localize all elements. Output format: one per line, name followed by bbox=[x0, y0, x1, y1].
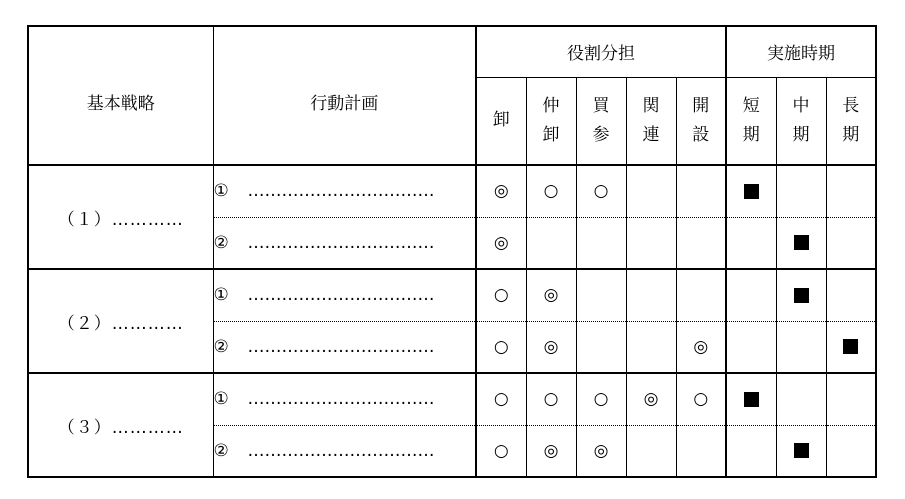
role-cell-role-oroshi: ◎ bbox=[476, 217, 526, 269]
header-role-baisan bbox=[576, 77, 626, 165]
role-cell-role-baisan: ◎ bbox=[576, 425, 626, 477]
role-cell-role-nakaoroshi bbox=[526, 217, 576, 269]
header-role-kaisetsu-char: 開 bbox=[692, 95, 710, 116]
action-number: ① bbox=[213, 389, 229, 410]
strategy-label: （２）………… bbox=[28, 269, 213, 373]
action-number: ② bbox=[213, 440, 229, 461]
filled-square-mark bbox=[794, 288, 809, 303]
action-item bbox=[213, 373, 476, 425]
action-text: …………………………… bbox=[247, 285, 435, 306]
header-long-term-char: 期 bbox=[842, 124, 860, 145]
role-cell-role-kaisetsu bbox=[676, 269, 726, 321]
role-cell-role-oroshi: ○ bbox=[476, 269, 526, 321]
role-cell-role-baisan bbox=[576, 217, 626, 269]
role-cell-role-kanren: ◎ bbox=[626, 373, 676, 425]
role-cell-role-nakaoroshi: ○ bbox=[526, 165, 576, 217]
role-cell-role-kaisetsu: ◎ bbox=[676, 321, 726, 373]
filled-square-mark bbox=[794, 235, 809, 250]
action-text: …………………………… bbox=[247, 440, 435, 461]
header-mid-term bbox=[776, 77, 826, 165]
filled-square-mark bbox=[794, 443, 809, 458]
action-item bbox=[213, 165, 476, 217]
header-short-term-char: 期 bbox=[742, 124, 760, 145]
role-cell-role-baisan bbox=[576, 269, 626, 321]
header-long-term bbox=[826, 77, 876, 165]
timing-cell-mid-term bbox=[776, 217, 826, 269]
timing-cell-mid-term bbox=[776, 373, 826, 425]
timing-cell-short-term bbox=[726, 165, 776, 217]
role-cell-role-oroshi: ○ bbox=[476, 425, 526, 477]
role-cell-role-baisan: ○ bbox=[576, 165, 626, 217]
role-cell-role-kanren bbox=[626, 165, 676, 217]
header-mid-term-char: 中 bbox=[792, 95, 810, 116]
header-role-kanren bbox=[626, 77, 676, 165]
action-text: …………………………… bbox=[247, 181, 435, 202]
table-row bbox=[28, 269, 876, 321]
timing-cell-long-term bbox=[826, 165, 876, 217]
filled-square-mark bbox=[744, 184, 759, 199]
timing-cell-short-term bbox=[726, 217, 776, 269]
role-cell-role-kanren bbox=[626, 321, 676, 373]
timing-cell-mid-term bbox=[776, 269, 826, 321]
role-cell-role-kaisetsu bbox=[676, 165, 726, 217]
timing-cell-short-term bbox=[726, 373, 776, 425]
role-cell-role-kaisetsu: ○ bbox=[676, 373, 726, 425]
header-action-plan: 行動計画 bbox=[213, 26, 476, 165]
header-role-oroshi bbox=[476, 77, 526, 165]
timing-cell-long-term bbox=[826, 217, 876, 269]
filled-square-mark bbox=[843, 339, 858, 354]
table-row bbox=[28, 373, 876, 425]
timing-cell-mid-term bbox=[776, 321, 826, 373]
header-role-nakaoroshi-char: 仲 bbox=[542, 95, 560, 116]
filled-square-mark bbox=[744, 392, 759, 407]
header-short-term bbox=[726, 77, 776, 165]
header-role-kaisetsu bbox=[676, 77, 726, 165]
header-basic-strategy: 基本戦略 bbox=[28, 26, 213, 165]
role-cell-role-kaisetsu bbox=[676, 425, 726, 477]
role-cell-role-nakaoroshi: ◎ bbox=[526, 425, 576, 477]
header-role-nakaoroshi-char: 卸 bbox=[542, 124, 560, 145]
role-cell-role-oroshi: ◎ bbox=[476, 165, 526, 217]
role-cell-role-oroshi: ○ bbox=[476, 321, 526, 373]
header-role-baisan-char: 参 bbox=[592, 124, 610, 145]
header-role-kaisetsu-char: 設 bbox=[692, 124, 710, 145]
role-cell-role-kaisetsu bbox=[676, 217, 726, 269]
header-role-oroshi-char: 卸 bbox=[492, 110, 510, 131]
role-cell-role-kanren bbox=[626, 425, 676, 477]
strategy-label: （３）………… bbox=[28, 373, 213, 477]
role-cell-role-baisan bbox=[576, 321, 626, 373]
action-item bbox=[213, 321, 476, 373]
table-row bbox=[28, 165, 876, 217]
header-mid-term-char: 期 bbox=[792, 124, 810, 145]
action-text: …………………………… bbox=[247, 232, 435, 253]
role-cell-role-nakaoroshi: ◎ bbox=[526, 321, 576, 373]
timing-cell-mid-term bbox=[776, 165, 826, 217]
strategy-action-plan-table bbox=[27, 25, 877, 478]
role-cell-role-kanren bbox=[626, 217, 676, 269]
timing-cell-long-term bbox=[826, 425, 876, 477]
action-text: …………………………… bbox=[247, 336, 435, 357]
action-number: ② bbox=[213, 336, 229, 357]
timing-cell-short-term bbox=[726, 425, 776, 477]
header-role-baisan-char: 買 bbox=[592, 95, 610, 116]
timing-cell-long-term bbox=[826, 321, 876, 373]
action-item bbox=[213, 217, 476, 269]
action-number: ② bbox=[213, 232, 229, 253]
header-implementation-period: 実施時期 bbox=[726, 26, 876, 77]
action-number: ① bbox=[213, 285, 229, 306]
strategy-label: （１）………… bbox=[28, 165, 213, 269]
header-role-assignment: 役割分担 bbox=[476, 26, 726, 77]
timing-cell-long-term bbox=[826, 269, 876, 321]
role-cell-role-kanren bbox=[626, 269, 676, 321]
header-role-kanren-char: 関 bbox=[642, 95, 660, 116]
header-long-term-char: 長 bbox=[842, 95, 860, 116]
timing-cell-short-term bbox=[726, 269, 776, 321]
role-cell-role-nakaoroshi: ○ bbox=[526, 373, 576, 425]
action-item bbox=[213, 425, 476, 477]
timing-cell-long-term bbox=[826, 373, 876, 425]
role-cell-role-nakaoroshi: ◎ bbox=[526, 269, 576, 321]
action-number: ① bbox=[213, 181, 229, 202]
action-text: …………………………… bbox=[247, 389, 435, 410]
action-item bbox=[213, 269, 476, 321]
role-cell-role-oroshi: ○ bbox=[476, 373, 526, 425]
header-role-kanren-char: 連 bbox=[642, 124, 660, 145]
timing-cell-mid-term bbox=[776, 425, 826, 477]
timing-cell-short-term bbox=[726, 321, 776, 373]
role-cell-role-baisan: ○ bbox=[576, 373, 626, 425]
header-short-term-char: 短 bbox=[742, 95, 760, 116]
header-role-nakaoroshi bbox=[526, 77, 576, 165]
